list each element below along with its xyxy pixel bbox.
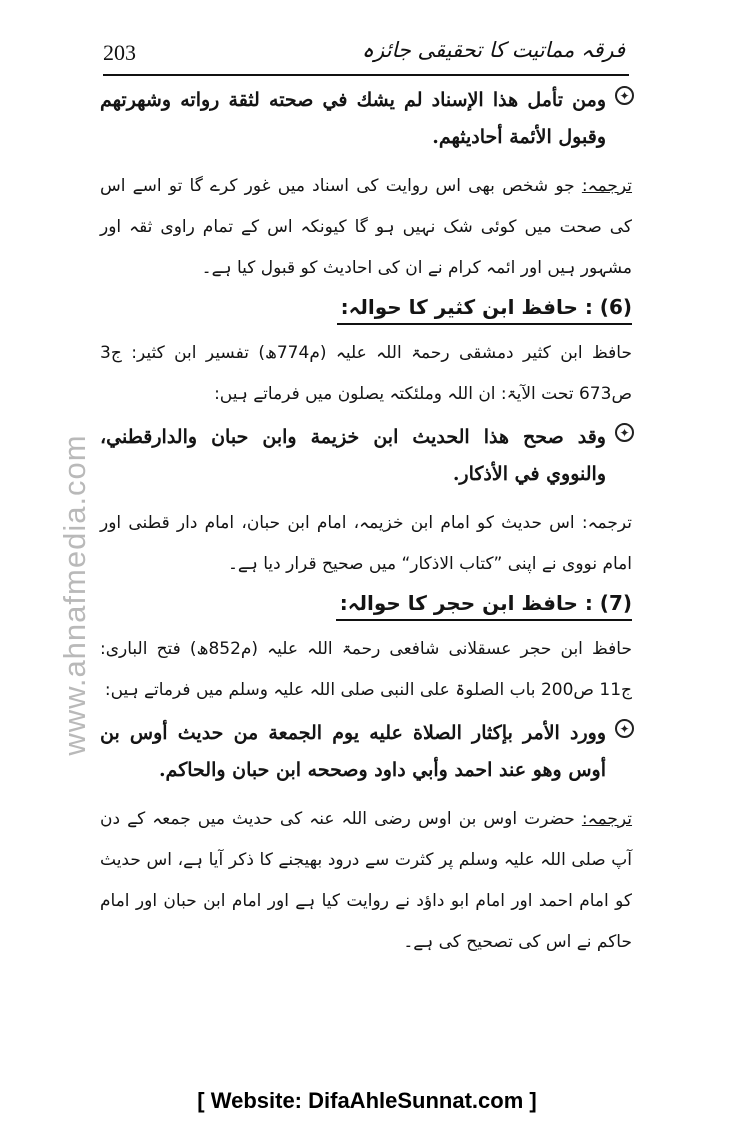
section-heading-7-wrap bbox=[100, 591, 632, 621]
translation-3 bbox=[100, 799, 632, 963]
arabic-quote-text: ومن تأمل هذا الإسناد لم يشك في صحته لثقة رواته وشهرتهم وقبول الأئمة أحاديثهم. bbox=[100, 89, 606, 148]
translation-text: جو شخص بھی اس روایت کی اسناد میں غور کرے گا تو اسے اس کی صحت میں کوئی شک نہیں ہو گا کیونکہ اس کے تمام راوی ثقہ اور مشہور ہیں اور ائمہ کرام نے ان کی احادیث کو قبول کیا ہے۔ bbox=[100, 176, 632, 278]
translation-label: ترجمہ: bbox=[581, 176, 633, 196]
watermark-text: www.ahnafmedia.com bbox=[57, 434, 92, 756]
website-footer: [ Website: DifaAhleSunnat.com ] bbox=[197, 1088, 537, 1113]
arabic-quote-text: وقد صحح هذا الحديث ابن خزيمة وابن حبان والدارقطني، والنووي في الأذكار. bbox=[100, 426, 606, 485]
page-header bbox=[103, 36, 625, 78]
star-bullet-icon: ✦ bbox=[615, 86, 634, 105]
reference-7: حافظ ابن حجر عسقلانی شافعی رحمۃ اللہ علیہ (م852ھ) فتح الباری: ج11 ص200 باب الصلوۃ علی النبی صلی اللہ علیہ وسلم میں فرماتے ہیں: bbox=[100, 639, 632, 700]
page-number: 203 bbox=[103, 40, 136, 65]
page-content bbox=[100, 82, 632, 969]
translation-text: اس حدیث کو امام ابن خزیمہ، امام ابن حبان، امام دار قطنی اور امام نووی نے اپنی ”کتاب الاذکار“ میں صحیح قرار دیا ہے۔ bbox=[100, 513, 632, 574]
star-bullet-icon: ✦ bbox=[615, 423, 634, 442]
arabic-quote-1 bbox=[100, 82, 632, 156]
arabic-quote-3 bbox=[100, 715, 632, 789]
arabic-quote-2 bbox=[100, 419, 632, 493]
translation-2 bbox=[100, 503, 632, 585]
header-rule bbox=[103, 74, 629, 76]
reference-6: حافظ ابن کثیر دمشقی رحمۃ اللہ علیہ (م774ھ) تفسیر ابن کثیر: ج3 ص673 تحت الآیۃ: ان اللہ وملئکتہ یصلون میں فرماتے ہیں: bbox=[100, 343, 632, 404]
running-title: فرقہ مماتیت کا تحقیقی جائزہ bbox=[361, 38, 625, 62]
star-bullet-icon: ✦ bbox=[615, 719, 634, 738]
section-heading-7: (7) : حافظ ابن حجر کا حوالہ: bbox=[336, 591, 632, 621]
arabic-quote-text: وورد الأمر بإكثار الصلاة عليه يوم الجمعة من حديث أوس بن أوس وهو عند احمد وأبي داود وصححه ابن حبان والحاكم. bbox=[100, 722, 606, 781]
translation-label: ترجمہ: bbox=[581, 513, 632, 533]
translation-1 bbox=[100, 166, 632, 289]
section-heading-6: (6) : حافظ ابن کثیر کا حوالہ: bbox=[337, 295, 632, 325]
section-heading-6-wrap bbox=[100, 295, 632, 325]
translation-label: ترجمہ: bbox=[581, 809, 633, 829]
translation-text: حضرت اوس بن اوس رضی اللہ عنہ کی حدیث میں جمعہ کے دن آپ صلی اللہ علیہ وسلم پر کثرت سے درود بھیجنے کا ذکر آیا ہے، اس حدیث کو امام احمد اور امام ابو داؤد نے روایت کیا ہے اور امام ابن حبان اور امام حاکم نے اس کی تصحیح کی ہے۔ bbox=[100, 809, 632, 952]
